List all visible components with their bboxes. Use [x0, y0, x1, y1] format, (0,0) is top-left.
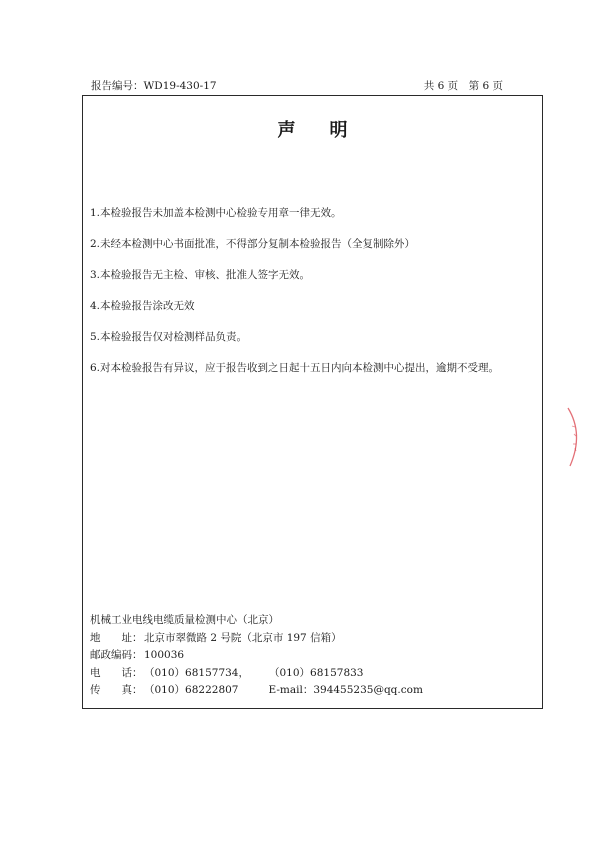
clause-4: 4.本检验报告涂改无效	[90, 300, 195, 312]
clause-2: 2.未经本检测中心书面批准，不得部分复制本检验报告（全复制除外）	[90, 238, 416, 250]
fax-line	[90, 682, 530, 700]
clause-list	[90, 206, 530, 392]
seal-stamp-fragment	[566, 404, 588, 470]
postcode-label: 邮政编码：	[90, 649, 143, 661]
phone-line	[90, 665, 530, 683]
address-value: 北京市翠微路 2 号院（北京市 197 信箱）	[144, 631, 342, 644]
declaration-frame	[82, 95, 543, 709]
report-number: 报告编号：WD19-430-17	[91, 80, 217, 92]
phone-value-1: （010）68157734，	[144, 666, 249, 679]
page-title: 声明	[277, 120, 382, 141]
email-value: E-mail：394455235@qq.com	[268, 684, 423, 696]
postcode-value: 100036	[144, 649, 185, 661]
address-line	[90, 630, 530, 648]
org-name: 机械工业电线电缆质量检测中心（北京）	[90, 614, 279, 626]
fax-value: （010）68222807	[144, 684, 239, 696]
report-header	[91, 79, 503, 93]
postcode-line	[90, 647, 530, 665]
clause-6: 6.对本检验报告有异议，应于报告收到之日起十五日内向本检测中心提出，逾期不受理。	[90, 362, 500, 374]
page-info: 共 6 页 第 6 页	[423, 80, 503, 92]
clause-3: 3.本检验报告无主检、审核、批准人签字无效。	[90, 269, 311, 281]
clause-1: 1.本检验报告未加盖本检测中心检验专用章一律无效。	[90, 207, 342, 219]
phone-value-2: （010）68157833	[269, 666, 364, 679]
contact-footer	[90, 612, 530, 700]
phone-label: 电 话：	[90, 666, 143, 679]
fax-label: 传 真：	[90, 684, 143, 696]
address-label: 地 址：	[90, 631, 143, 644]
clause-5: 5.本检验报告仅对检测样品负责。	[90, 331, 248, 343]
